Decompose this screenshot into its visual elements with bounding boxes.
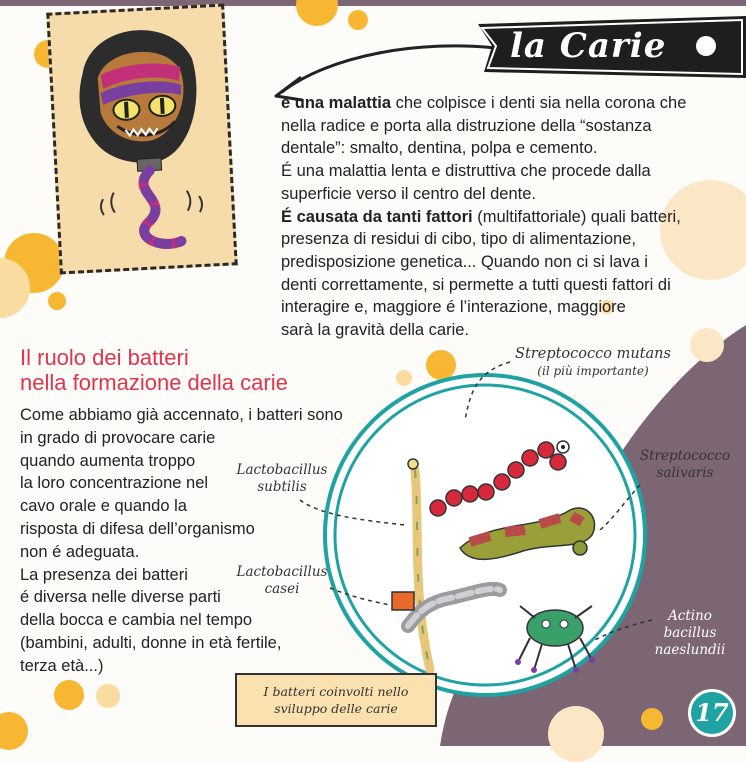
- label-lactobacillus-casei: [222, 564, 342, 598]
- label-text: bacillus: [663, 625, 717, 641]
- label-text: Actino: [668, 608, 712, 624]
- intro-text-line: interagire e, maggiore é l’interazione, maggiore: [281, 298, 626, 317]
- label-text: casei: [264, 581, 300, 597]
- section-title-line: Il ruolo dei batteri: [20, 345, 189, 370]
- label-streptococco-salivaris: [630, 448, 740, 482]
- body-line: (bambini, adulti, donne in età fertile,: [20, 633, 282, 652]
- intro-text-line: É una malattia lenta e distruttiva che procede dalla: [281, 162, 651, 181]
- body-line: in grado di provocare carie: [20, 428, 216, 447]
- caption-line: I batteri coinvolti nello: [263, 684, 409, 699]
- label-note: (il più importante): [537, 364, 649, 378]
- intro-text-line: dentale”: smalto, dentina, polpa e cemento.: [281, 139, 598, 158]
- label-actinobacillus: [640, 608, 740, 659]
- intro-text-line: superficie verso il centro del dente.: [281, 184, 536, 203]
- body-line: non é adeguata.: [20, 542, 140, 561]
- intro-bold-1: è una malattia: [281, 94, 392, 112]
- intro-text-line: presenza di residui di cibo, tipo di alimentazione,: [281, 230, 636, 249]
- body-line: quando aumenta troppo: [20, 451, 196, 470]
- label-text: Lactobacillus: [236, 564, 328, 580]
- intro-bold-2: É causata da tanti fattori: [281, 207, 473, 226]
- body-line: della bocca e cambia nel tempo: [20, 611, 253, 630]
- intro-text-line: nella radice e porta alla distruzione della “sostanza: [281, 116, 652, 135]
- intro-text-line: sarà la gravità della carie.: [281, 321, 470, 340]
- label-text: Streptococco mutans: [515, 346, 671, 362]
- label-streptococco-mutans: [508, 346, 678, 380]
- section-title-line: nella formazione della carie: [20, 370, 288, 395]
- page-number: 17: [688, 689, 736, 737]
- body-line: cavo orale e quando la: [20, 497, 187, 516]
- label-text: subtilis: [257, 479, 307, 495]
- intro-text-line: denti correttamente, si permette a tutti questi fattori di: [281, 275, 671, 294]
- label-text: naeslundii: [654, 642, 726, 658]
- illustration-caption: [235, 673, 437, 727]
- label-text: Lactobacillus: [236, 462, 328, 478]
- caption-line: sviluppo delle carie: [274, 701, 398, 716]
- body-line: la loro concentrazione nel: [20, 474, 209, 493]
- body-line: Come abbiamo già accennato, i batteri sono: [20, 406, 343, 424]
- body-line: La presenza dei batteri: [20, 565, 188, 584]
- intro-text-line: che colpisce i denti sia nella corona che: [391, 94, 687, 112]
- intro-text-line: (multifattoriale) quali batteri,: [472, 207, 681, 226]
- label-lactobacillus-subtilis: [222, 462, 342, 496]
- intro-text-line: predisposizione genetica... Quando non ci si lava i: [281, 252, 648, 271]
- page-title: la Carie: [510, 26, 667, 66]
- body-line: risposta di difesa dell’organismo: [20, 519, 255, 538]
- label-text: Streptococco: [639, 448, 731, 464]
- body-line: é diversa nelle diverse parti: [20, 588, 221, 607]
- label-text: salivaris: [656, 465, 714, 481]
- body-line: terza età...): [20, 656, 104, 675]
